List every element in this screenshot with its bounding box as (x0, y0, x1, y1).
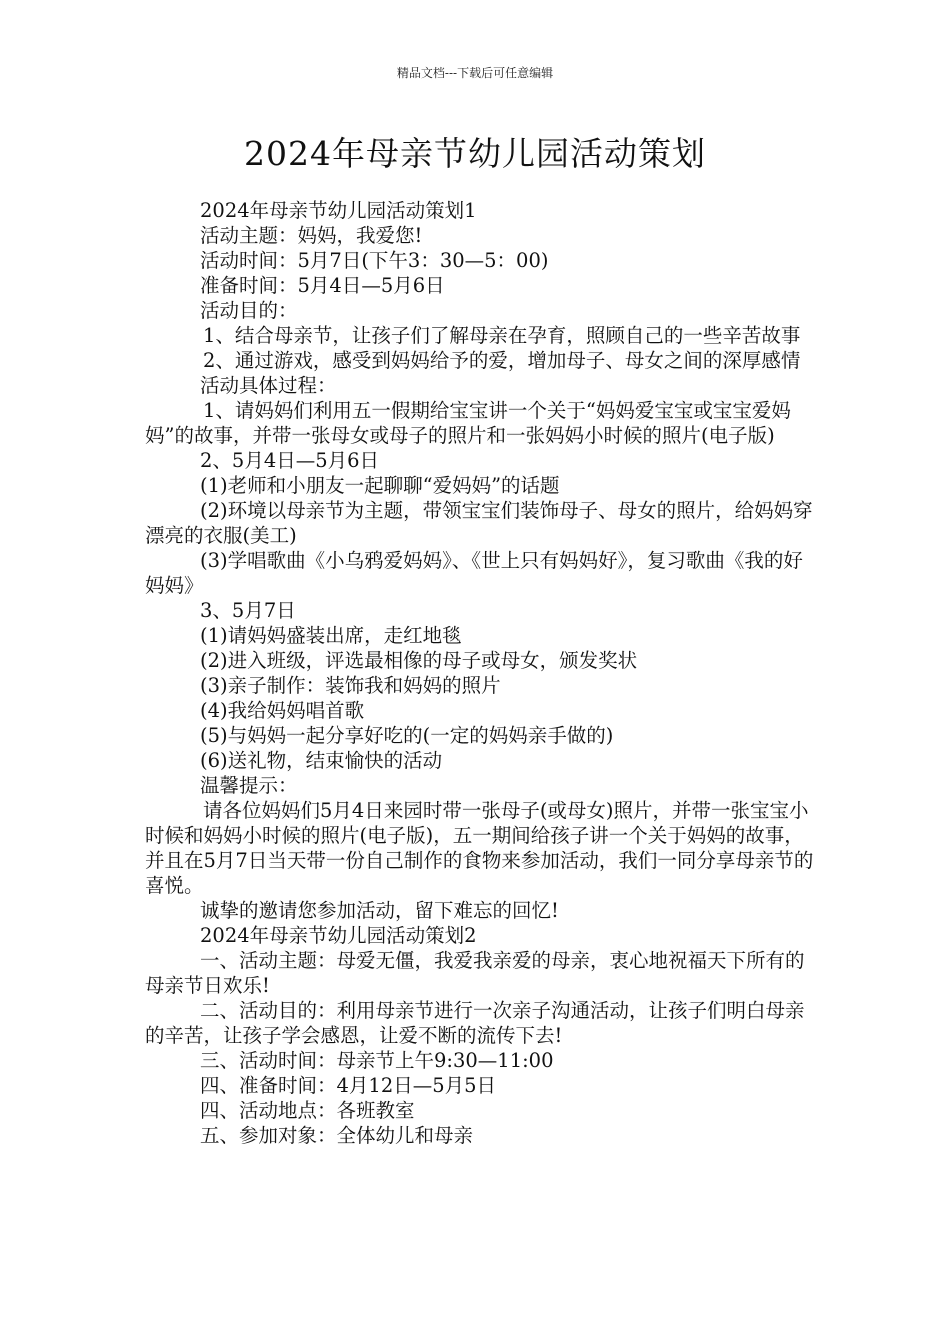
paragraph: (2)环境以母亲节为主题，带领宝宝们装饰母子、母女的照片，给妈妈穿漂亮的衣服(美工) (145, 499, 813, 547)
paragraph: 活动时间：5月7日(下午3：30—5：00) (200, 249, 549, 272)
paragraph: (3)亲子制作：装饰我和妈妈的照片 (200, 674, 501, 697)
paragraph: 一、活动主题：母爱无僵，我爱我亲爱的母亲，衷心地祝福天下所有的母亲节日欢乐! (145, 949, 805, 997)
document-body (145, 198, 815, 1148)
paragraph: 2、5月4日—5月6日 (200, 449, 380, 472)
paragraph: 3、5月7日 (200, 599, 296, 622)
paragraph: (2)进入班级，评选最相像的母子或母女，颁发奖状 (200, 649, 638, 672)
paragraph: 温馨提示： (200, 774, 298, 797)
paragraph: 1、请妈妈们利用五一假期给宝宝讲一个关于“妈妈爱宝宝或宝宝爱妈妈”的故事，并带一张母女或母子的照片和一张妈妈小时候的照片(电子版) (145, 399, 791, 447)
paragraph: (6)送礼物，结束愉快的活动 (200, 749, 443, 772)
paragraph: 准备时间：5月4日—5月6日 (200, 274, 445, 297)
section-heading-1: 2024年母亲节幼儿园活动策划1 (200, 199, 477, 222)
page-header: 精品文档---下载后可任意编辑 (396, 66, 554, 80)
paragraph: 诚挚的邀请您参加活动，留下难忘的回忆! (200, 899, 559, 922)
paragraph: (1)老师和小朋友一起聊聊“爱妈妈”的话题 (200, 474, 560, 497)
paragraph: (3)学唱歌曲《小乌鸦爱妈妈》、《世上只有妈妈好》，复习歌曲《我的好妈妈》 (145, 549, 803, 597)
paragraph: (5)与妈妈一起分享好吃的(一定的妈妈亲手做的) (200, 724, 614, 747)
paragraph: 二、活动目的：利用母亲节进行一次亲子沟通活动，让孩子们明白母亲的辛苦，让孩子学会感恩，让爱不断的流传下去! (145, 999, 805, 1047)
paragraph: 三、活动时间：母亲节上午9:30—11:00 (200, 1049, 554, 1072)
paragraph: (1)请妈妈盛装出席，走红地毯 (200, 624, 462, 647)
paragraph: 四、活动地点：各班教室 (200, 1099, 415, 1122)
paragraph: 请各位妈妈们5月4日来园时带一张母子(或母女)照片，并带一张宝宝小时候和妈妈小时候的照片(电子版)，五一期间给孩子讲一个关于妈妈的故事，并且在5月7日当天带一份自己制作的食物来参加活动，我们一同分享母亲节的喜悦。 (145, 799, 814, 897)
paragraph: (4)我给妈妈唱首歌 (200, 699, 365, 722)
document-title: 2024年母亲节幼儿园活动策划 (244, 134, 706, 173)
section-heading-2: 2024年母亲节幼儿园活动策划2 (200, 924, 477, 947)
paragraph: 2、通过游戏，感受到妈妈给予的爱，增加母子、母女之间的深厚感情 (203, 349, 801, 372)
paragraph: 1、结合母亲节，让孩子们了解母亲在孕育，照顾自己的一些辛苦故事 (203, 324, 801, 347)
paragraph: 五、参加对象：全体幼儿和母亲 (200, 1124, 474, 1147)
paragraph: 四、准备时间：4月12日—5月5日 (200, 1074, 497, 1097)
paragraph: 活动主题：妈妈，我爱您! (200, 224, 423, 247)
paragraph: 活动具体过程： (200, 374, 337, 397)
paragraph: 活动目的： (200, 299, 298, 322)
